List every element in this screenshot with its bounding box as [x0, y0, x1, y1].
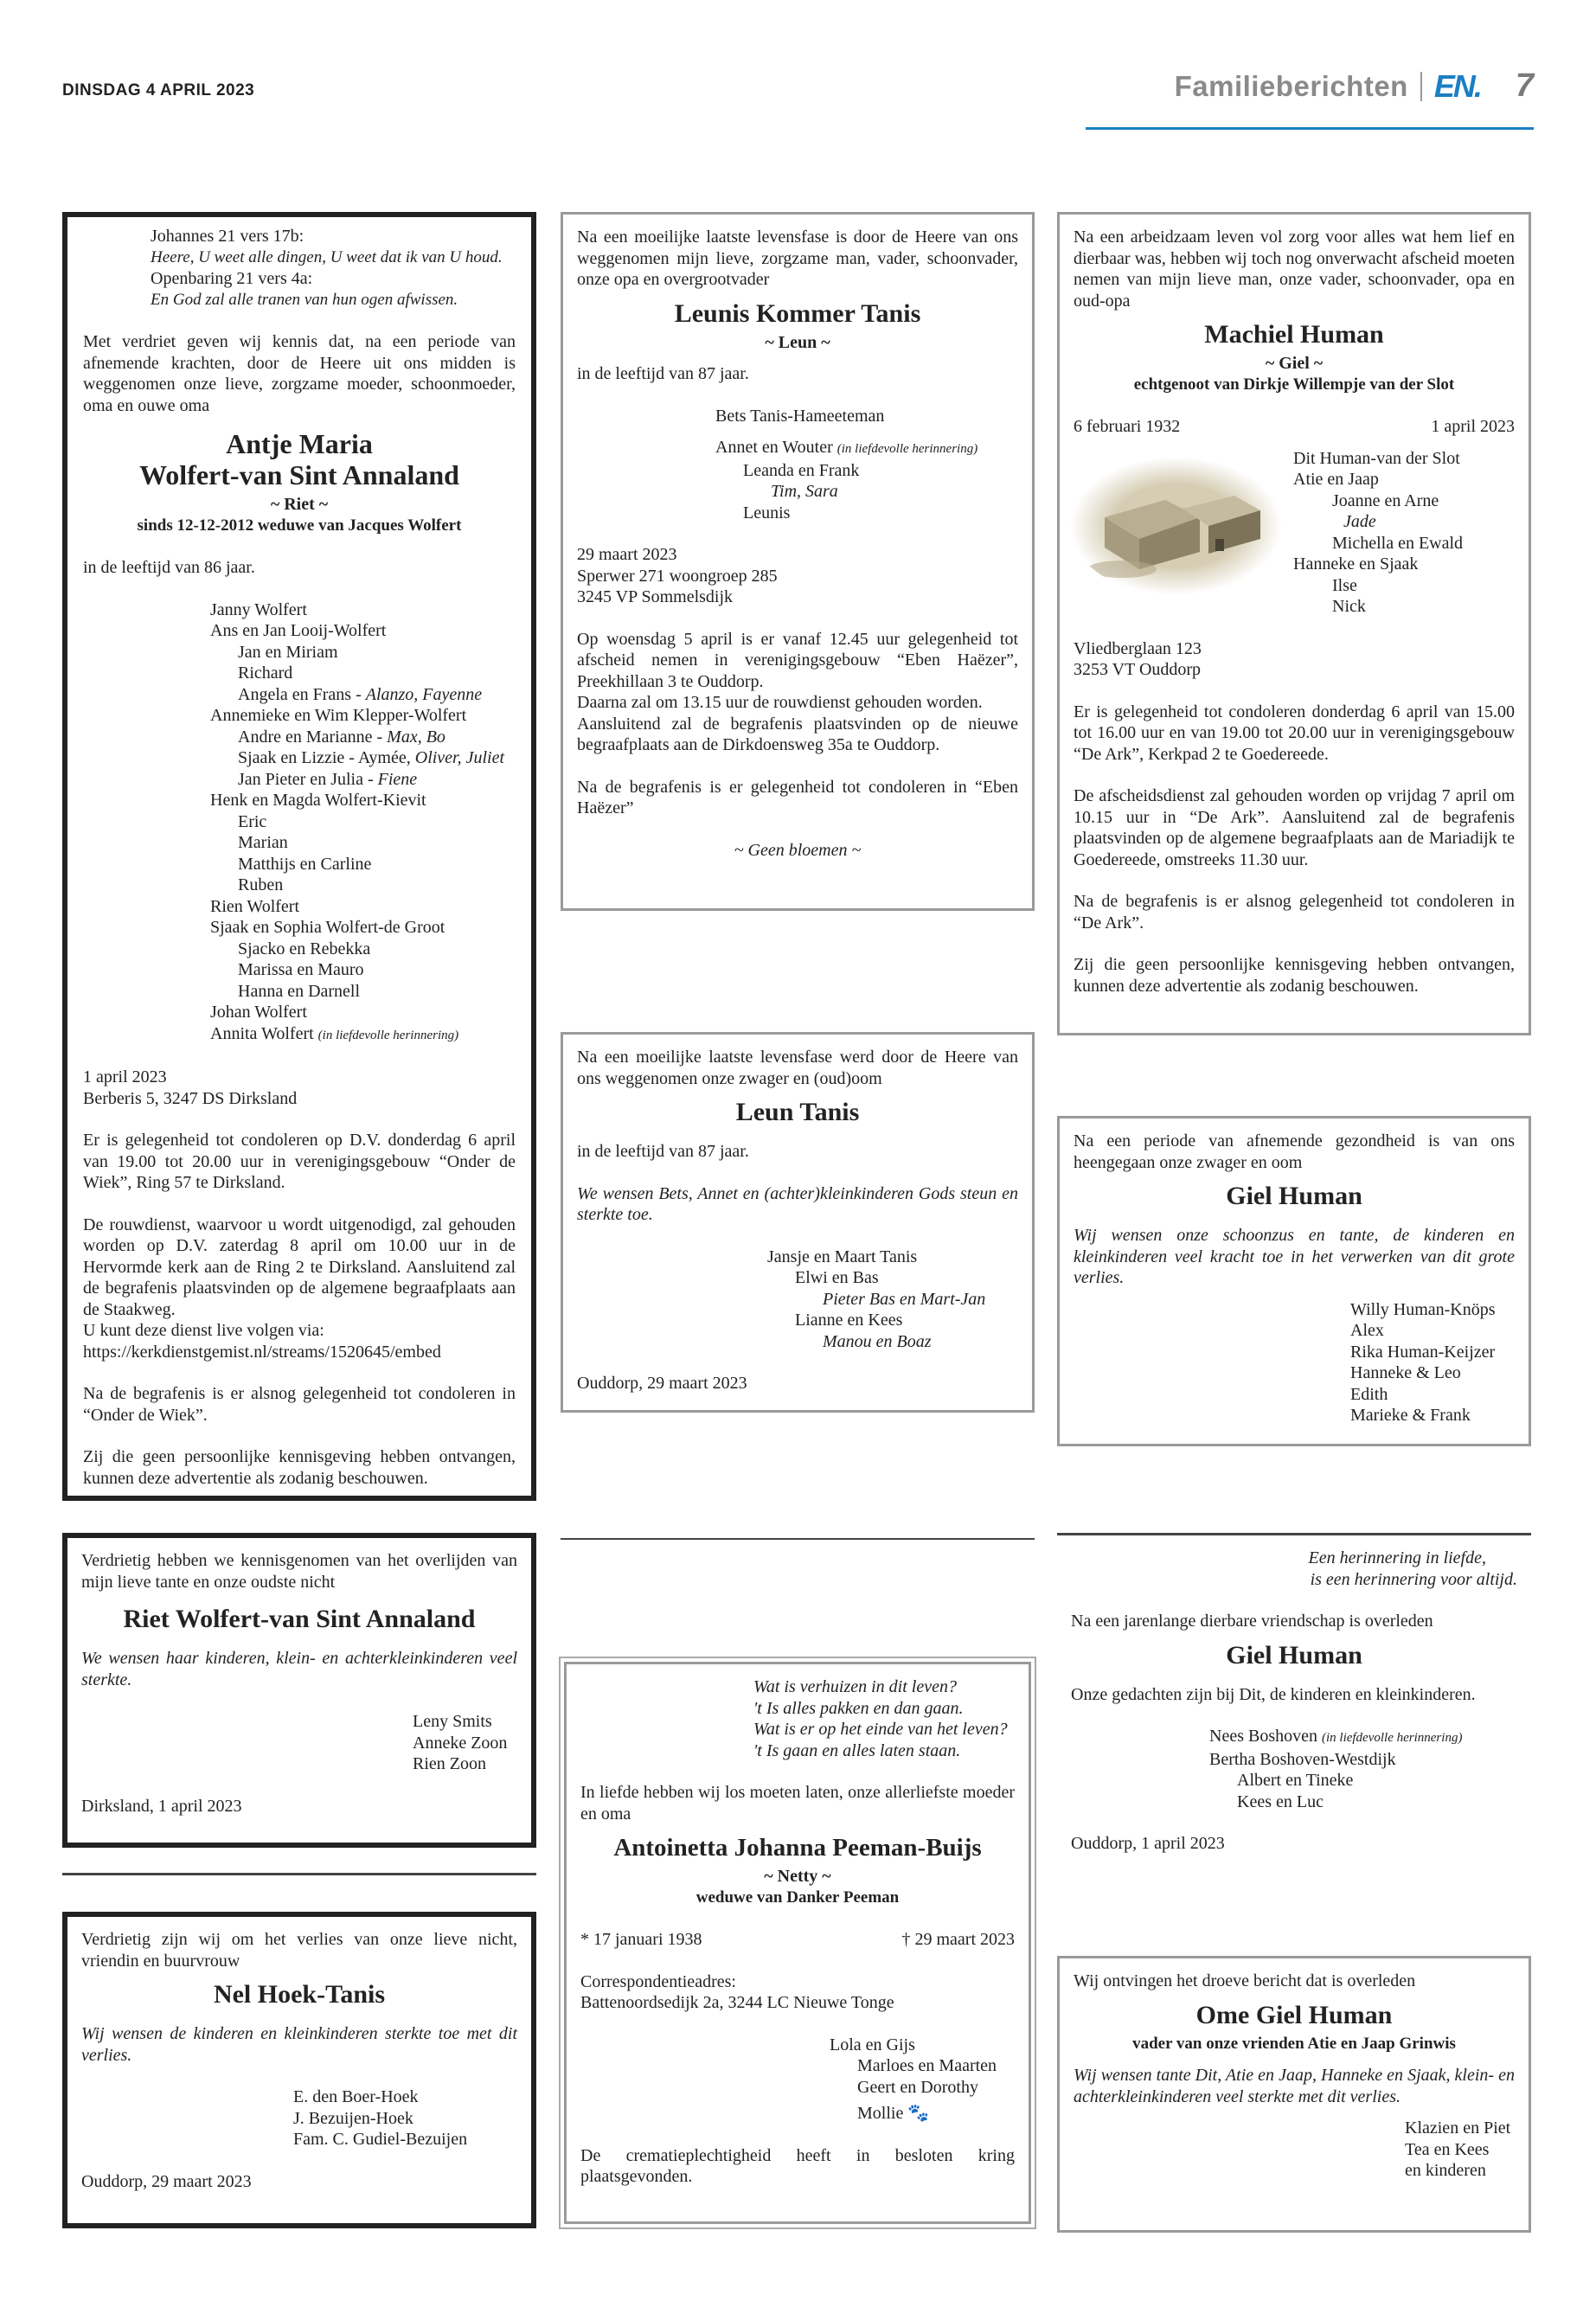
family-member: Kees en Luc	[1237, 1791, 1324, 1811]
condolence-text: Er is gelegenheid tot condoleren op D.V. donderdag 6 april van 19.00 tot 20.00 uur in verenigingsgebouw “Onder de Wiek”, Ring 57 te Dirksland.	[83, 1131, 516, 1192]
family-member: Mollie 🐾	[857, 2104, 930, 2123]
bible-verse: En God zal alle tranen van hun ogen afwissen.	[151, 290, 458, 309]
family-member: Joanne en Arne	[1332, 490, 1439, 510]
en-logo: EN.	[1433, 67, 1481, 104]
obituary-leun-tanis	[561, 1032, 1035, 1413]
family-member: Fam. C. Gudiel-Bezuijen	[293, 2130, 468, 2149]
obituary-ome-giel-human	[1057, 1956, 1531, 2233]
date-text: 29 maart 2023	[577, 545, 677, 564]
family-member: Lola en Gijs	[830, 2035, 915, 2054]
family-member: Leunis	[743, 503, 791, 522]
farm-photo	[1070, 457, 1282, 595]
family-member: Ans en Jan Looij-Wolfert	[210, 621, 387, 640]
family-member: Nees Boshoven (in liefdevolle herinnering)	[1209, 1727, 1463, 1746]
family-member: Albert en Tineke	[1237, 1771, 1354, 1790]
family-member: Anneke Zoon	[413, 1733, 508, 1753]
bible-verse-ref: Openbaring 21 vers 4a:	[151, 269, 313, 288]
obituary-leunis-tanis	[561, 212, 1035, 911]
column-divider	[62, 1873, 536, 1875]
address-line: 3245 VP Sommelsdijk	[577, 587, 734, 606]
deceased-name: Leunis Kommer Tanis	[674, 298, 921, 328]
date-text: 1 april 2023	[83, 1067, 167, 1086]
age-text: in de leeftijd van 87 jaar.	[577, 1142, 749, 1161]
intro-text: Verdrietig hebben we kennisgenomen van het overlijden van mijn lieve tante en onze oudste nicht	[81, 1551, 517, 1592]
obituary-antoinetta-peeman	[564, 1662, 1031, 2224]
intro-text: Na een moeilijke laatste levensfase werd door de Heere van ons weggenomen onze zwager en (oud)oom	[577, 1048, 1018, 1088]
cremation-text: De crematieplechtigheid heeft in besloten kring plaatsgevonden.	[580, 2145, 1015, 2186]
page-number: 7	[1515, 67, 1534, 104]
address-line: Sperwer 271 woongroep 285	[577, 566, 778, 586]
family-member: Pieter Bas en Mart-Jan	[823, 1289, 986, 1309]
relation-note: vader van onze vrienden Atie en Jaap Grinwis	[1132, 2034, 1456, 2053]
place-date: Ouddorp, 29 maart 2023	[81, 2171, 252, 2191]
family-member: en kinderen	[1405, 2161, 1486, 2180]
intro-text: In liefde hebben wij los moeten laten, onze allerliefste moeder en oma	[580, 1783, 1015, 1823]
family-member: Atie en Jaap	[1293, 470, 1379, 489]
family-member: Andre en Marianne - Max, Bo	[238, 727, 445, 747]
birth-date: 6 februari 1932	[1074, 417, 1181, 436]
family-member: Hanneke & Leo	[1350, 1363, 1461, 1382]
quote-line: is een herinnering voor altijd.	[1310, 1569, 1517, 1589]
deceased-name: Giel Human	[1226, 1182, 1362, 1210]
obituary-riet-wolfert	[62, 1533, 536, 1848]
farewell-text: Op woensdag 5 april is er vanaf 12.45 uur gelegenheid tot afscheid nemen in verenigingsgebouw “Eben Haëzer”, Preekhillaan 3 te Ouddorp.	[577, 629, 1018, 691]
family-member: Lianne en Kees	[795, 1311, 903, 1330]
family-member: Matthijs en Carline	[238, 854, 372, 874]
family-member: Sjaak en Lizzie - Aymée, Oliver, Juliet	[238, 748, 505, 767]
family-member: Marloes en Maarten	[857, 2056, 997, 2075]
intro-text: Na een periode van afnemende gezondheid is van ons heengegaan onze zwager en oom	[1074, 1131, 1515, 1172]
deceased-name: Machiel Human	[1204, 320, 1384, 349]
family-member: Michella en Ewald	[1332, 533, 1464, 553]
nickname: ~ Leun ~	[765, 332, 830, 352]
family-member: Annemieke en Wim Klepper-Wolfert	[210, 706, 467, 725]
notice-text: Zij die geen persoonlijke kennisgeving hebben ontvangen, kunnen deze advertentie als zodanig beschouwen.	[83, 1447, 516, 1488]
notice-text: Zij die geen persoonlijke kennisgeving hebben ontvangen, kunnen deze advertentie als zodanig beschouwen.	[1074, 955, 1515, 996]
nickname: ~ Netty ~	[764, 1867, 831, 1886]
obituary-machiel-human	[1057, 212, 1531, 1035]
nickname: ~ Riet ~	[270, 495, 329, 514]
intro-text: Verdrietig zijn wij om het verlies van onze lieve nicht, vriendin en buurvrouw	[81, 1930, 517, 1971]
deceased-last-name: Wolfert-van Sint Annaland	[139, 459, 459, 490]
widow-note: weduwe van Danker Peeman	[695, 1888, 900, 1907]
intro-text: Na een jarenlange dierbare vriendschap is overleden	[1071, 1612, 1433, 1631]
livestream-text: U kunt deze dienst live volgen via:	[83, 1321, 324, 1340]
family-member: Klazien en Piet	[1405, 2118, 1511, 2138]
family-member: Janny Wolfert	[210, 599, 307, 619]
family-member: Eric	[238, 811, 267, 831]
place-date: Ouddorp, 29 maart 2023	[577, 1374, 747, 1393]
family-member: E. den Boer-Hoek	[293, 2087, 419, 2106]
family-member: Edith	[1350, 1384, 1388, 1404]
family-member: Jan Pieter en Julia - Fiene	[238, 769, 418, 789]
family-member: Jan en Miriam	[238, 642, 338, 662]
service-text: De afscheidsdienst zal gehouden worden op vrijdag 7 april om 10.15 uur in “De Ark”. Aansluitend zal de begrafenis plaatsvinden op de algemene begraafplaats aan de Mariadijk te Goedereede, omstreeks 11.30 uur.	[1074, 786, 1515, 869]
family-member: Jade	[1343, 512, 1376, 531]
family-member: Elwi en Bas	[795, 1268, 879, 1287]
intro-text: Met verdriet geven wij kennis dat, na een periode van afnemende krachten, door de Heere uit ons midden is weggenomen onze lieve, zorgzame moeder, schoonmoeder, oma en ouwe oma	[83, 332, 516, 415]
wish-text: Wij wensen de kinderen en kleinkinderen sterkte toe met dit verlies.	[81, 2024, 517, 2065]
family-member: Sjaak en Sophia Wolfert-de Groot	[210, 918, 445, 937]
address-text: Battenoordsedijk 2a, 3244 LC Nieuwe Tonge	[580, 1993, 894, 2012]
birth-date: * 17 januari 1938	[580, 1930, 702, 1949]
obituary-antje-wolfert	[62, 212, 536, 1501]
wish-text: We wensen haar kinderen, klein- en achterkleinkinderen veel sterkte.	[81, 1649, 517, 1689]
condolence-text: Er is gelegenheid tot condoleren donderdag 6 april van 15.00 tot 16.00 uur en van 19.00 tot 20.00 uur in verenigingsgebouw “De Ark”, Kerkpad 2 te Goedereede.	[1074, 702, 1515, 764]
family-member: Tea en Kees	[1405, 2139, 1490, 2159]
page-date: DINSDAG 4 APRIL 2023	[62, 81, 255, 99]
service-text: De rouwdienst, waarvoor u wordt uitgenodigd, zal gehouden worden op D.V. zaterdag 8 april om 10.00 uur in de Hervormde kerk aan de Ring 2 te Dirksland. Aansluitend zal de begrafenis plaatsvinden op de algemene begraafplaats aan de Staakweg.	[83, 1215, 516, 1319]
quote-line: Een herinnering in liefde,	[1308, 1548, 1486, 1567]
poem-line: Wat is er op het einde van het leven?	[753, 1720, 1008, 1739]
page-header	[1175, 67, 1534, 105]
deceased-first-name: Antje Maria	[226, 428, 373, 459]
paw-icon: 🐾	[907, 2104, 930, 2123]
no-flowers-note: ~ Geen bloemen ~	[734, 840, 862, 860]
obituary-nel-hoek-tanis	[62, 1912, 536, 2228]
deceased-name: Leun Tanis	[735, 1098, 860, 1126]
family-member: Dit Human-van der Slot	[1293, 448, 1460, 468]
family-member: Manou en Boaz	[823, 1331, 932, 1351]
wish-text: We wensen Bets, Annet en (achter)kleinkinderen Gods steun en sterkte toe.	[577, 1183, 1018, 1224]
family-member: Willy Human-Knöps	[1350, 1299, 1496, 1319]
family-member: Angela en Frans - Alanzo, Fayenne	[238, 684, 483, 704]
intro-text: Na een arbeidzaam leven vol zorg voor alles wat hem lief en dierbaar was, hebben wij toch nog onverwacht afscheid moeten nemen van mijn lieve man, onze vader, schoonvader, opa en oud-opa	[1074, 228, 1515, 311]
wish-text: Wij wensen tante Dit, Atie en Jaap, Hanneke en Sjaak, klein- en achterkleinkinderen veel sterkte met dit verlies.	[1074, 2066, 1515, 2106]
deceased-name: Nel Hoek-Tanis	[213, 1980, 386, 2009]
address-text: Berberis 5, 3247 DS Dirksland	[83, 1088, 298, 1108]
obituary-giel-human-family	[1057, 1116, 1531, 1446]
family-member: Marissa en Mauro	[238, 960, 364, 979]
spouse-note: echtgenoot van Dirkje Willempje van der Slot	[1133, 375, 1455, 394]
nickname: ~ Giel ~	[1265, 354, 1324, 373]
family-member: Nick	[1332, 597, 1366, 616]
family-member: Johan Wolfert	[210, 1003, 307, 1022]
family-member: Rien Wolfert	[210, 896, 299, 916]
age-text: in de leeftijd van 86 jaar.	[83, 558, 255, 577]
family-list	[83, 599, 516, 1047]
death-date: † 29 maart 2023	[901, 1930, 1015, 1949]
after-funeral-text: Na de begrafenis is er alsnog gelegenheid tot condoleren in “Onder de Wiek”.	[83, 1384, 516, 1425]
bible-verse-ref: Johannes 21 vers 17b:	[151, 227, 304, 246]
deceased-name: Antoinetta Johanna Peeman-Buijs	[613, 1834, 982, 1862]
family-member: Annita Wolfert (in liefdevolle herinnering)	[210, 1023, 459, 1043]
header-divider	[1420, 72, 1422, 101]
family-member: Bertha Boshoven-Westdijk	[1209, 1749, 1396, 1769]
family-member: Tim, Sara	[771, 482, 838, 501]
family-member: Geert en Dorothy	[857, 2077, 978, 2097]
family-member: Jansje en Maart Tanis	[767, 1247, 918, 1266]
widow-note: sinds 12-12-2012 weduwe van Jacques Wolfert	[137, 516, 462, 535]
deceased-name: Giel Human	[1226, 1640, 1362, 1670]
family-member: Sjacko en Rebekka	[238, 939, 371, 958]
family-member: Leanda en Frank	[743, 460, 860, 480]
wish-text: Wij wensen onze schoonzus en tante, de kinderen en kleinkinderen veel kracht toe in het verwerken van dit grote verlies.	[1074, 1226, 1515, 1287]
place-date: Dirksland, 1 april 2023	[81, 1796, 242, 1816]
condolence-text: Na de begrafenis is er gelegenheid tot condoleren in “Eben Haëzer”	[577, 777, 1018, 817]
intro-text: Wij ontvingen het droeve bericht dat is overleden	[1074, 1971, 1416, 1990]
address-line: Vliedberglaan 123	[1074, 638, 1202, 658]
family-member: Hanneke en Sjaak	[1293, 554, 1419, 574]
family-member: Leny Smits	[413, 1712, 492, 1731]
poem-line: Wat is verhuizen in dit leven?	[753, 1677, 957, 1696]
family-member: Ruben	[238, 875, 284, 894]
family-member: J. Bezuijen-Hoek	[293, 2108, 413, 2128]
intro-text: Na een moeilijke laatste levensfase is door de Heere van ons weggenomen mijn lieve, zorgzame man, vader, schoonvader, onze opa en overgrootvader	[577, 228, 1018, 289]
section-title: Familieberichten	[1174, 69, 1408, 102]
family-member: Hanna en Darnell	[238, 981, 361, 1001]
family-member: Rika Human-Keijzer	[1350, 1342, 1496, 1362]
service-text: Daarna zal om 13.15 uur de rouwdienst gehouden worden.	[577, 693, 983, 712]
livestream-link[interactable]: https://kerkdienstgemist.nl/streams/1520645/embed	[83, 1342, 441, 1362]
family-member: Henk en Magda Wolfert-Kievit	[210, 791, 426, 810]
family-member: Rien Zoon	[413, 1754, 486, 1773]
deceased-name: Riet Wolfert-van Sint Annaland	[123, 1605, 476, 1633]
poem-line: 't Is alles pakken en dan gaan.	[753, 1698, 964, 1718]
thoughts-text: Onze gedachten zijn bij Dit, de kinderen en kleinkinderen.	[1071, 1684, 1476, 1704]
column-divider	[561, 1538, 1035, 1540]
poem-line: 't Is gaan en alles laten staan.	[753, 1740, 961, 1760]
correspondence-label: Correspondentieadres:	[580, 1971, 736, 1991]
age-text: in de leeftijd van 87 jaar.	[577, 364, 749, 383]
family-member: Marian	[238, 833, 288, 852]
death-date: 1 april 2023	[1431, 417, 1515, 436]
deceased-name: Ome Giel Human	[1195, 2000, 1393, 2029]
header-rule	[1086, 127, 1534, 130]
family-member: Ilse	[1332, 575, 1357, 595]
bible-verse: Heere, U weet alle dingen, U weet dat ik van U houd.	[151, 247, 503, 266]
family-member: Bets Tanis-Hameeteman	[715, 406, 885, 426]
after-funeral-text: Na de begrafenis is er alsnog gelegenheid tot condoleren in “De Ark”.	[1074, 892, 1515, 933]
family-member: Alex	[1350, 1321, 1384, 1340]
address-line: 3253 VT Ouddorp	[1074, 660, 1202, 679]
family-member: Richard	[238, 663, 293, 683]
family-member: Marieke & Frank	[1350, 1406, 1471, 1425]
family-member: Annet en Wouter (in liefdevolle herinnering)	[715, 438, 978, 457]
burial-text: Aansluitend zal de begrafenis plaatsvinden op de nieuwe begraafplaats aan de Dirkdoensweg 35a te Ouddorp.	[577, 714, 1018, 754]
obituary-giel-human-friends	[1057, 1533, 1531, 1879]
place-date: Ouddorp, 1 april 2023	[1071, 1834, 1225, 1853]
